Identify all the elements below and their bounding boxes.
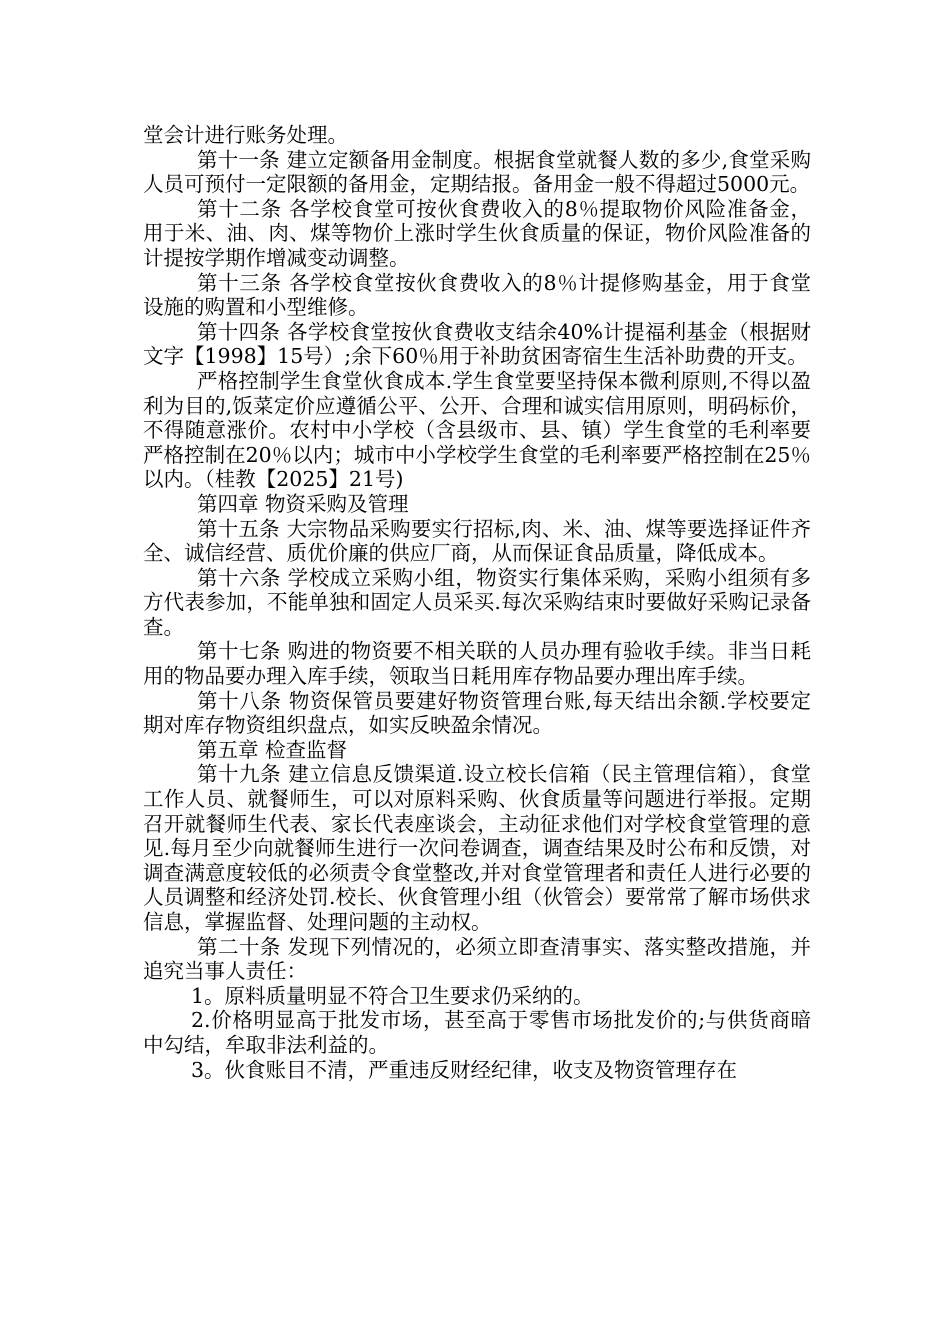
article-15: 第十五条 大宗物品采购要实行招标,肉、米、油、煤等要选择证件齐全、诚信经营、质优价廉的供应厂商，从而保证食品质量，降低成本。	[143, 516, 811, 566]
article-13: 第十三条 各学校食堂按伙食费收入的8％计提修购基金，用于食堂设施的购置和小型维修。	[143, 270, 811, 320]
chapter-4-heading: 第四章 物资采购及管理	[197, 491, 409, 516]
article-19: 第十九条 建立信息反馈渠道.设立校长信箱（民主管理信箱），食堂工作人员、就餐师生，可以对原料采购、伙食质量等问题进行举报。定期召开就餐师生代表、家长代表座谈会，主动征求他们对学校食堂管理的意见.每月至少向就餐师生进行一次问卷调查，调查结果及时公布和反馈，对调查满意度较低的必须责令食堂整改,并对食堂管理者和责任人进行必要的人员调整和经济处罚.校长、伙食管理小组（伙管会）要常常了解市场供求信息，掌握监督、处理问题的主动权。	[143, 762, 811, 934]
list-item-3: 3。伙食账目不清，严重违反财经纪律，收支及物资管理存在	[191, 1057, 738, 1082]
article-11: 第十一条 建立定额备用金制度。根据食堂就餐人数的多少,食堂采购人员可预付一定限额的备用金，定期结报。备用金一般不得超过5000元。	[143, 147, 811, 197]
list-item-2: 2.价格明显高于批发市场，甚至高于零售市场批发价的;与供货商暗中勾结，牟取非法利益的。	[143, 1008, 811, 1057]
article-18: 第十八条 物资保管员要建好物资管理台账,每天结出余额.学校要定期对库存物资组织盘点，如实反映盈余情况。	[143, 688, 811, 738]
article-20: 第二十条 发现下列情况的，必须立即查清事实、落实整改措施，并追究当事人责任：	[143, 934, 811, 984]
article-14: 第十四条 各学校食堂按伙食费收支结余40%计提福利基金（根据财文字【1998】15号）;余下60％用于补助贫困寄宿生生活补助费的开支。	[143, 319, 811, 369]
article-16: 第十六条 学校成立采购小组，物资实行集体采购，采购小组须有多方代表参加，不能单独和固定人员采买.每次采购结束时要做好采购记录备查。	[143, 565, 811, 639]
cost-control-paragraph: 严格控制学生食堂伙食成本.学生食堂要坚持保本微利原则,不得以盈利为目的,饭菜定价应遵循公平、公开、合理和诚实信用原则，明码标价，不得随意涨价。农村中小学校（含县级市、县、镇）学生食堂的毛利率要严格控制在20％以内；城市中小学校学生食堂的毛利率要严格控制在25％以内。（桂教【2025】21号)	[143, 368, 811, 492]
paragraph-continuation: 堂会计进行账务处理。	[143, 123, 348, 147]
article-17: 第十七条 购进的物资要不相关联的人员办理有验收手续。非当日耗用的物品要办理入库手续，领取当日耗用库存物品要办理出库手续。	[143, 639, 811, 689]
chapter-5-heading: 第五章 检查监督	[197, 737, 348, 762]
article-12: 第十二条 各学校食堂可按伙食费收入的8％提取物价风险准备金，用于米、油、肉、煤等物价上涨时学生伙食质量的保证，物价风险准备的计提按学期作增减变动调整。	[143, 196, 811, 270]
list-item-1: 1。原料质量明显不符合卫生要求仍采纳的。	[191, 983, 594, 1008]
document-body	[143, 123, 811, 1082]
